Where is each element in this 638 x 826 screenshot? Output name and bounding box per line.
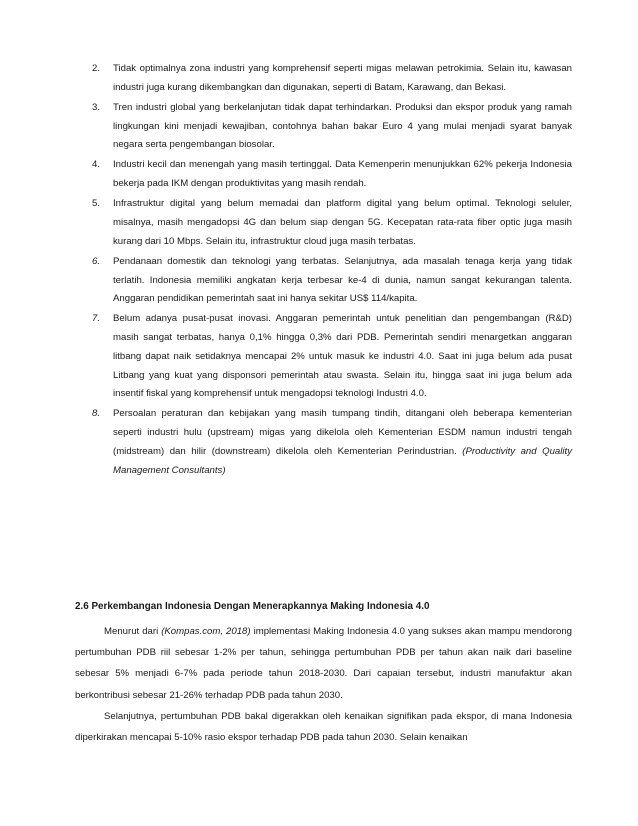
- list-item-text: Infrastruktur digital yang belum memadai dan platform digital yang belum optimal. Teknologi seluler, misalnya, masih mengadopsi 4G dan belum siap dengan 5G. Kecepatan rata-rata fiber optic juga masih kurang dari 10 Mbps. Selain itu, infrastruktur cloud juga masih terbatas.: [113, 198, 572, 247]
- list-item-number: 3.: [92, 101, 101, 113]
- list-item-text: Belum adanya pusat-pusat inovasi. Anggaran pemerintah untuk penelitian dan pengembangan (R&D) masih sangat terbatas, hanya 0,1% hingga 0,3% dari PDB. Pemerintah sendiri menargetkan anggaran litbang dapat naik setidaknya mencapai 2% untuk masuk ke industri 4.0. Saat ini juga belum ada pusat Litbang yang kuat yang disponsori pemerintah atau swasta. Selain itu, hingga saat ini juga belum ada insentif fiskal yang komprehensif untuk mengadopsi teknologi Industri 4.0.: [113, 313, 572, 400]
- section-heading: 2.6 Perkembangan Indonesia Dengan Menerapkannya Making Indonesia 4.0: [75, 601, 430, 612]
- list-item-text: Industri kecil dan menengah yang masih tertinggal. Data Kemenperin menunjukkan 62% pekerja Indonesia bekerja pada IKM dengan produktivitas yang masih rendah.: [113, 159, 572, 190]
- list-item: [92, 60, 572, 98]
- list-item-text: Tren industri global yang berkelanjutan tidak dapat terhindarkan. Produksi dan ekspor produk yang ramah lingkungan kini menjadi kewajiban, contohnya bahan bakar Euro 4 yang mulai menjadi syarat banyak negara serta pengembangan biosolar.: [113, 101, 572, 151]
- list-item-text: Tidak optimalnya zona industri yang komprehensif seperti migas melawan petrokimia. Selain itu, kawasan industri juga kurang dikembangkan dan digunakan, seperti di Batam, Karawang, dan Bekasi.: [113, 63, 572, 93]
- list-item-number: 6.: [92, 255, 101, 267]
- list-item: [92, 156, 572, 194]
- list-item: [92, 253, 572, 309]
- list-item-number: 2.: [92, 63, 101, 74]
- list-item: [92, 310, 572, 404]
- list-item-text: [113, 405, 572, 480]
- citation: (Kompas.com, 2018): [161, 626, 251, 637]
- section-2-6: [75, 597, 572, 748]
- paragraph: Selanjutnya, pertumbuhan PDB bakal digerakkan oleh kenaikan signifikan pada ekspor, di mana Indonesia diperkirakan mencapai 5-10% rasio ekspor terhadap PDB pada tahun 2030. Selain kenaikan: [75, 710, 572, 744]
- paragraph-body: implementasi Making Indonesia 4.0 yang sukses akan mampu mendorong pertumbuhan PDB riil sebesar 1-2% per tahun, sehingga pertumbuhan PDB per tahun akan naik dari baseline sebesar 5% menjadi 6-7% pada periode tahun 2018-2030. Dari capaian tersebut, industri manufaktur akan berkontribusi sebesar 21-26% terhadap PDB pada tahun 2030.: [75, 626, 572, 701]
- list-item-number: 8.: [92, 408, 101, 420]
- paragraph: [75, 621, 572, 706]
- list-item-number: 7.: [92, 313, 101, 325]
- list-item: [92, 99, 572, 155]
- list-item-text: Pendanaan domestik dan teknologi yang terbatas. Selanjutnya, ada masalah tenaga kerja yang tidak terlatih. Indonesia memiliki angkatan kerja terbesar ke-4 di dunia, namun sangat kekurangan talenta. Anggaran pendidikan pemerintah saat ini hanya sekitar US$ 114/kapita.: [113, 255, 572, 305]
- paragraph-lead: Menurut dari: [104, 626, 162, 637]
- list-item: [92, 405, 572, 480]
- list-item-number: 4.: [92, 159, 101, 171]
- list-item-number: 5.: [92, 198, 101, 210]
- citation: (Productivity and Quality Management Consultants): [113, 446, 572, 476]
- list-item: [92, 195, 572, 251]
- problem-list: [92, 60, 572, 482]
- list-item-body: Persoalan peraturan dan kebijakan yang masih tumpang tindih, ditangani oleh beberapa kementerian seperti industri hulu (upstream) migas yang dikelola oleh Kementerian ESDM namun industri tengah (midstream) dan hilir (downstream) dikelola oleh Kementerian Perindustrian.: [113, 408, 572, 458]
